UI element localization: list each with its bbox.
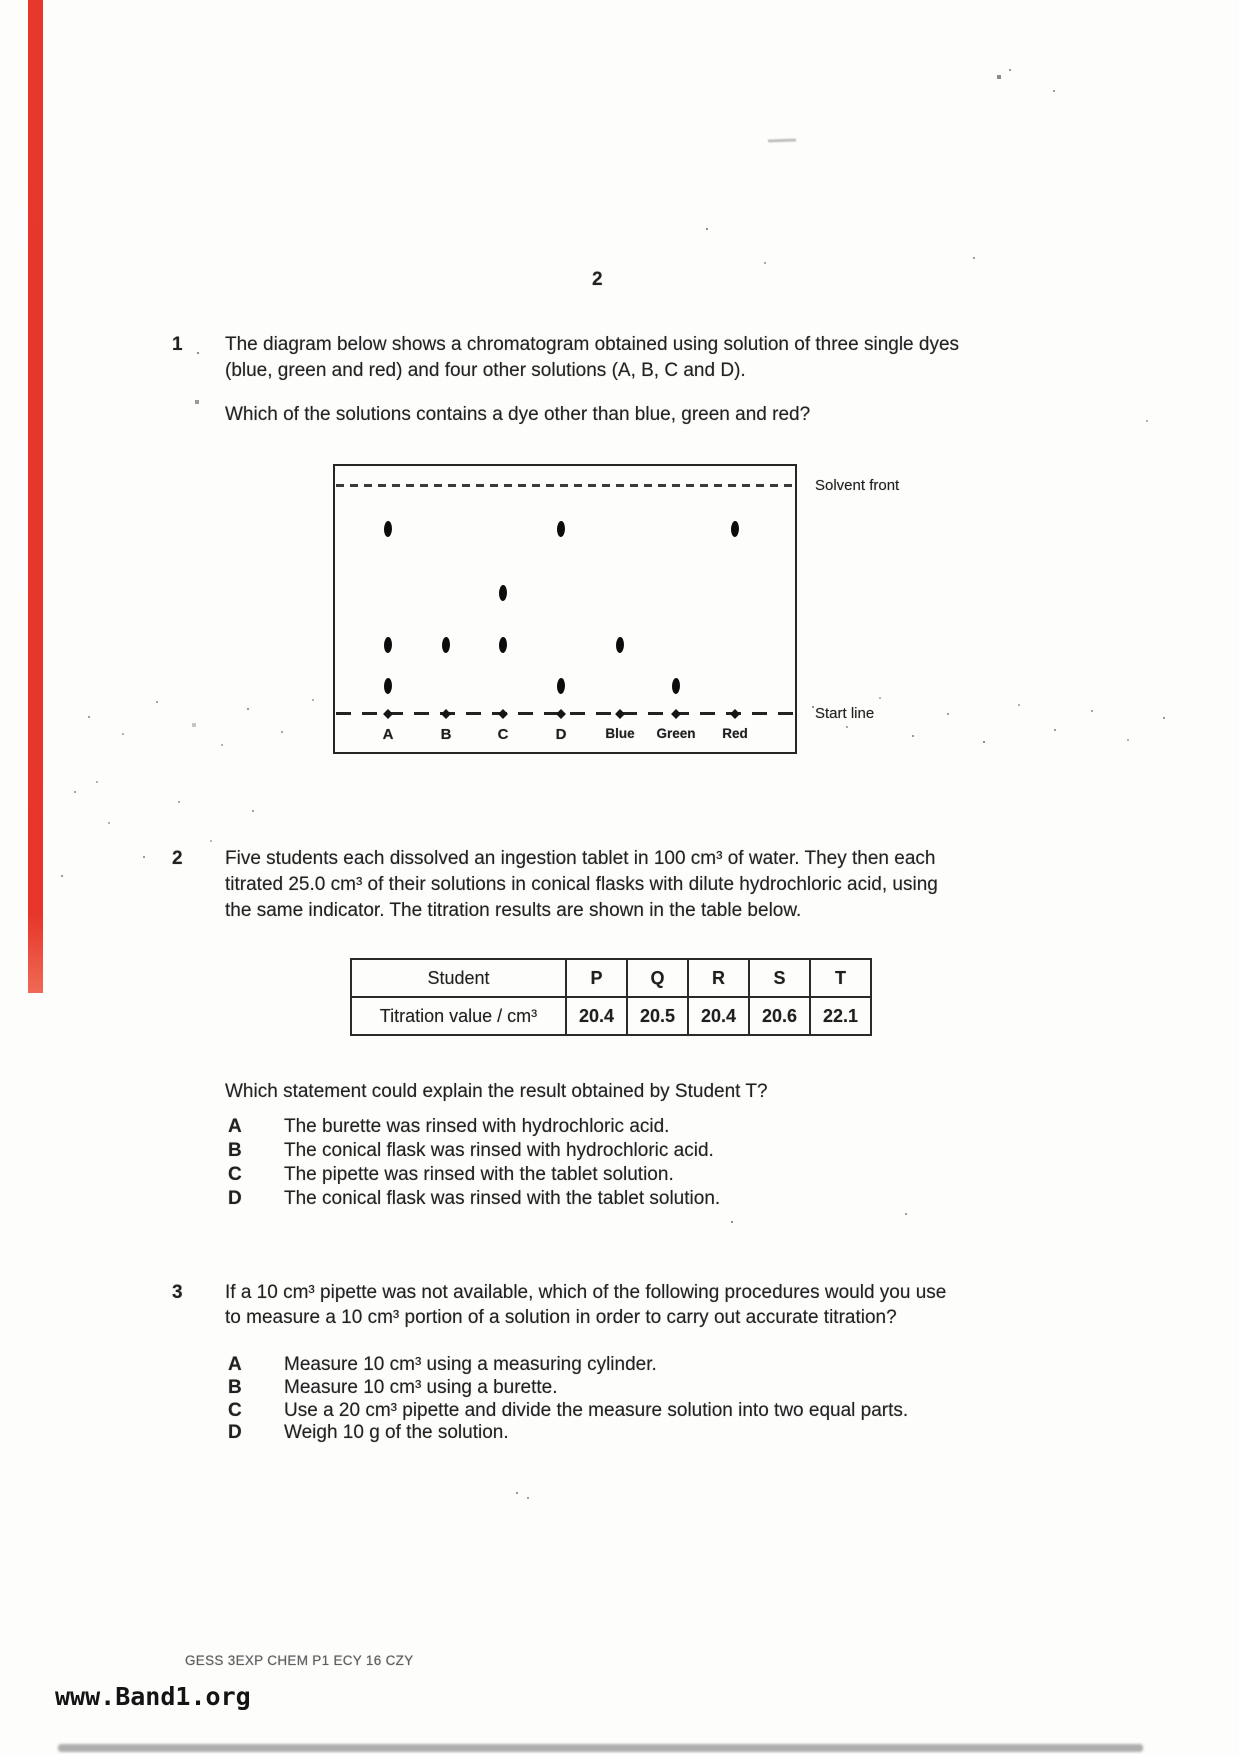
q2-option-a-letter: A — [228, 1116, 242, 1137]
table-value-q: 20.5 — [627, 997, 688, 1035]
q2-line-2: titrated 25.0 cm³ of their solutions in conical flasks with dilute hydrochloric acid, using — [225, 874, 938, 895]
table-header-row — [351, 959, 871, 997]
q2-option-b-letter: B — [228, 1140, 242, 1161]
start-line-label: Start line — [815, 705, 875, 722]
q3-option-a-text: Measure 10 cm³ using a measuring cylinder. — [284, 1354, 657, 1375]
q2-line-3: the same indicator. The titration results are shown in the table below. — [225, 900, 802, 921]
q2-option-c-text: The pipette was rinsed with the tablet solution. — [284, 1164, 674, 1185]
q1-number: 1 — [172, 334, 183, 355]
solvent-front-label: Solvent front — [815, 477, 900, 494]
scan-bottom-bar — [58, 1744, 1143, 1752]
lane-label-b: B — [440, 726, 452, 743]
table-value-row — [351, 997, 871, 1035]
q2-number: 2 — [172, 848, 183, 869]
q2-prompt: Which statement could explain the result obtained by Student T? — [225, 1081, 768, 1102]
q3-option-c-text: Use a 20 cm³ pipette and divide the measure solution into two equal parts. — [284, 1400, 909, 1421]
left-margin-red-stripe — [28, 0, 43, 993]
q3-line-1: If a 10 cm³ pipette was not available, which of the following procedures would you use — [225, 1282, 947, 1303]
solvent-front-line — [336, 484, 794, 487]
q1-line-2: (blue, green and red) and four other solutions (A, B, C and D). — [225, 360, 746, 381]
page-number: 2 — [592, 269, 603, 290]
q1-prompt: Which of the solutions contains a dye other than blue, green and red? — [225, 404, 811, 425]
watermark-url: www.Band1.org — [55, 1682, 251, 1711]
q2-line-1: Five students each dissolved an ingestion tablet in 100 cm³ of water. They then each — [225, 848, 936, 869]
table-header-p: P — [566, 959, 627, 997]
table-value-r: 20.4 — [688, 997, 749, 1035]
paper-code: GESS 3EXP CHEM P1 ECY 16 CZY — [185, 1653, 414, 1668]
table-header-student: Student — [351, 959, 566, 997]
q1-line-1: The diagram below shows a chromatogram obtained using solution of three single dyes — [225, 334, 960, 355]
lane-label-red: Red — [722, 726, 748, 741]
q3-option-b-text: Measure 10 cm³ using a burette. — [284, 1377, 558, 1398]
q3-line-2: to measure a 10 cm³ portion of a solution in order to carry out accurate titration? — [225, 1307, 897, 1328]
table-value-p: 20.4 — [566, 997, 627, 1035]
lane-label-d: D — [555, 726, 567, 743]
titration-table — [350, 958, 872, 1036]
table-header-q: Q — [627, 959, 688, 997]
lane-label-c: C — [497, 726, 509, 743]
q2-option-c-letter: C — [228, 1164, 242, 1185]
lane-label-a: A — [382, 726, 394, 743]
q2-option-d-text: The conical flask was rinsed with the tablet solution. — [284, 1188, 721, 1209]
lane-label-blue: Blue — [605, 726, 635, 741]
q2-option-d-letter: D — [228, 1188, 242, 1209]
q2-option-b-text: The conical flask was rinsed with hydrochloric acid. — [284, 1140, 714, 1161]
q3-number: 3 — [172, 1282, 183, 1303]
chromatogram-box — [333, 464, 797, 754]
q3-option-d-letter: D — [228, 1422, 242, 1443]
table-header-s: S — [749, 959, 810, 997]
scan-dash-artifact — [768, 139, 796, 143]
table-header-t: T — [810, 959, 871, 997]
q3-option-d-text: Weigh 10 g of the solution. — [284, 1422, 509, 1443]
scan-noise-speckles — [0, 0, 2, 2]
table-value-t: 22.1 — [810, 997, 871, 1035]
q3-option-a-letter: A — [228, 1354, 242, 1375]
q3-option-b-letter: B — [228, 1377, 242, 1398]
table-row-label: Titration value / cm³ — [351, 997, 566, 1035]
q3-option-c-letter: C — [228, 1400, 242, 1421]
q2-option-a-text: The burette was rinsed with hydrochloric acid. — [284, 1116, 670, 1137]
table-header-r: R — [688, 959, 749, 997]
lane-label-green: Green — [656, 726, 696, 741]
table-value-s: 20.6 — [749, 997, 810, 1035]
